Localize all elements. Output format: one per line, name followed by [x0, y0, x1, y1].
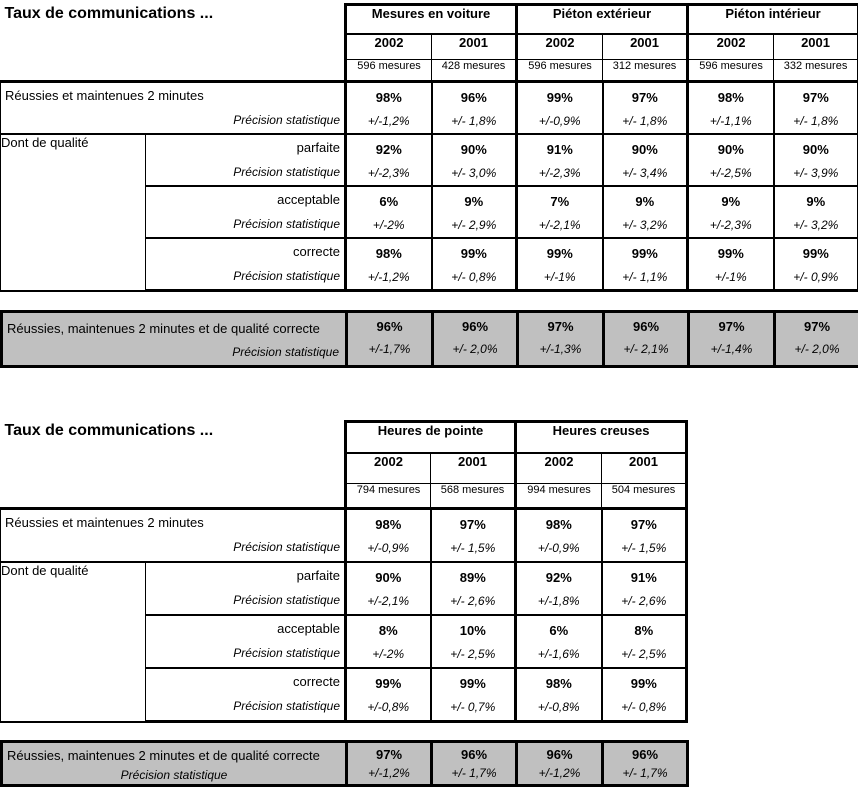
- precision-value: +/- 3,0%: [451, 166, 497, 180]
- precision-value: +/- 2,0%: [794, 342, 840, 356]
- value-cell: [346, 134, 432, 186]
- percent-value: 96%: [460, 90, 487, 105]
- precision-value: +/-0,9%: [538, 114, 581, 128]
- value-cell: [346, 82, 432, 135]
- percent-value: 91%: [630, 570, 657, 585]
- precision-value: +/-2,3%: [709, 218, 752, 232]
- precision-value: +/- 2,0%: [452, 342, 498, 356]
- percent-value: 9%: [721, 194, 741, 209]
- percent-value: 96%: [546, 747, 573, 762]
- precision-value: +/- 2,9%: [451, 218, 497, 232]
- year-header: 2002: [517, 34, 603, 60]
- group-header-row: [1, 5, 858, 35]
- value-cell: [516, 668, 602, 722]
- value-cell: [603, 742, 688, 786]
- percent-value: 98%: [545, 517, 572, 532]
- row-label-cell: [1, 509, 346, 563]
- value-cell: [346, 509, 431, 563]
- precision-value: +/-1,2%: [367, 270, 410, 284]
- precision-value: +/- 0,9%: [793, 270, 839, 284]
- summary-row: [2, 742, 688, 786]
- precision-value: +/-1%: [714, 270, 747, 284]
- value-cell: [688, 82, 774, 135]
- value-cell: [516, 509, 602, 563]
- percent-value: 99%: [631, 246, 658, 261]
- summary-label-cell: [2, 742, 347, 786]
- measure-count: 596 mesures: [346, 60, 432, 82]
- quality-sublabel-cell: [146, 186, 346, 238]
- table-row-reussies: [1, 82, 858, 135]
- measure-count: 596 mesures: [688, 60, 774, 82]
- group-header-voiture: Mesures en voiture: [346, 5, 517, 35]
- precision-value: +/-1,7%: [368, 342, 411, 356]
- quality-sublabel: correcte: [293, 244, 341, 259]
- precision-value: +/-1,2%: [538, 766, 581, 780]
- value-cell: [603, 134, 688, 186]
- precision-value: +/-1,3%: [539, 342, 582, 356]
- value-cell: [602, 509, 687, 563]
- percent-value: 97%: [631, 90, 658, 105]
- measure-count: 504 mesures: [602, 484, 687, 509]
- precision-value: +/- 2,5%: [621, 647, 667, 661]
- percent-value: 6%: [549, 623, 569, 638]
- value-cell: [346, 615, 431, 668]
- percent-value: 98%: [375, 517, 402, 532]
- table-title-cell: [1, 422, 346, 509]
- value-cell: [431, 668, 516, 722]
- percent-value: 99%: [375, 676, 402, 691]
- value-cell: [517, 134, 603, 186]
- percent-value: 91%: [546, 142, 573, 157]
- precision-value: +/-0,9%: [367, 541, 410, 555]
- percent-value: 99%: [546, 90, 573, 105]
- percent-value: 9%: [635, 194, 655, 209]
- precision-label: Précision statistique: [232, 345, 340, 359]
- table-row-parfaite: [1, 562, 687, 615]
- summary-label: Réussies, maintenues 2 minutes et de qualité correcte: [7, 748, 320, 763]
- quality-sublabel: correcte: [293, 674, 341, 689]
- year-header: 2002: [346, 453, 431, 484]
- measure-count: 994 mesures: [516, 484, 602, 509]
- precision-value: +/-2%: [372, 218, 405, 232]
- row-label-cell: [1, 82, 346, 135]
- precision-label: Précision statistique: [233, 699, 341, 713]
- percent-value: 97%: [802, 90, 829, 105]
- percent-value: 8%: [378, 623, 398, 638]
- precision-label: Précision statistique: [233, 113, 341, 127]
- precision-value: +/- 0,7%: [450, 700, 496, 714]
- year-header: 2001: [431, 453, 516, 484]
- value-cell: [774, 82, 858, 135]
- value-cell: [602, 562, 687, 615]
- summary-label: Réussies, maintenues 2 minutes et de qualité correcte: [7, 321, 320, 336]
- value-cell: [603, 186, 688, 238]
- quality-sublabel-cell: [146, 134, 346, 186]
- precision-value: +/-1,8%: [537, 594, 580, 608]
- quality-sublabel: parfaite: [296, 140, 341, 155]
- percent-value: 9%: [464, 194, 484, 209]
- precision-label: Précision statistique: [233, 269, 341, 283]
- measures-table-bottom: [0, 420, 688, 723]
- precision-value: +/-2,3%: [538, 166, 581, 180]
- value-cell: [432, 742, 517, 786]
- percent-value: 96%: [633, 319, 660, 334]
- percent-value: 97%: [630, 517, 657, 532]
- quality-sublabel-cell: [146, 615, 346, 668]
- quality-sublabel: acceptable: [277, 621, 341, 636]
- precision-value: +/- 3,4%: [622, 166, 668, 180]
- group-header-heures-pointe: Heures de pointe: [346, 422, 516, 454]
- percent-value: 99%: [546, 246, 573, 261]
- precision-value: +/- 1,5%: [621, 541, 667, 555]
- precision-value: +/- 3,2%: [622, 218, 668, 232]
- value-cell: [775, 312, 858, 367]
- precision-value: +/-2,1%: [367, 594, 410, 608]
- quality-sublabel-cell: [146, 668, 346, 722]
- precision-label: Précision statistique: [233, 217, 341, 231]
- precision-value: +/- 2,5%: [450, 647, 496, 661]
- value-cell: [517, 186, 603, 238]
- year-header: 2001: [602, 453, 687, 484]
- percent-value: 99%: [460, 246, 487, 261]
- quality-sublabel: parfaite: [296, 568, 341, 583]
- value-cell: [517, 238, 603, 291]
- summary-row-bottom: [0, 740, 689, 787]
- group-header-heures-creuses: Heures creuses: [516, 422, 687, 454]
- value-cell: [346, 238, 432, 291]
- year-header: 2002: [688, 34, 774, 60]
- quality-sublabel: acceptable: [277, 192, 341, 207]
- percent-value: 10%: [459, 623, 486, 638]
- value-cell: [346, 562, 431, 615]
- precision-value: +/-1,1%: [709, 114, 752, 128]
- percent-value: 90%: [375, 570, 402, 585]
- percent-value: 6%: [379, 194, 399, 209]
- precision-value: +/- 3,9%: [793, 166, 839, 180]
- precision-value: +/- 1,5%: [450, 541, 496, 555]
- precision-value: +/- 1,8%: [622, 114, 668, 128]
- measure-count: 596 mesures: [517, 60, 603, 82]
- percent-value: 97%: [718, 319, 745, 334]
- year-header: 2002: [516, 453, 602, 484]
- value-cell: [432, 134, 517, 186]
- precision-value: +/- 0,8%: [451, 270, 497, 284]
- percent-value: 97%: [376, 747, 403, 762]
- value-cell: [604, 312, 689, 367]
- measure-count: 332 mesures: [774, 60, 858, 82]
- percent-value: 99%: [717, 246, 744, 261]
- row-label: Réussies et maintenues 2 minutes: [5, 515, 204, 530]
- percent-value: 99%: [802, 246, 829, 261]
- precision-value: +/-1,2%: [367, 114, 410, 128]
- precision-value: +/- 2,1%: [623, 342, 669, 356]
- precision-value: +/-2,5%: [709, 166, 752, 180]
- precision-value: +/-0,8%: [537, 700, 580, 714]
- group-header-pieton-interieur: Piéton intérieur: [688, 5, 858, 35]
- precision-value: +/-1,2%: [368, 766, 410, 780]
- table-title: Taux de communications ...: [4, 421, 214, 439]
- value-cell: [602, 668, 687, 722]
- percent-value: 99%: [459, 676, 486, 691]
- value-cell: [688, 134, 774, 186]
- precision-label: Précision statistique: [233, 540, 341, 554]
- value-cell: [433, 312, 518, 367]
- value-cell: [431, 615, 516, 668]
- precision-label: Précision statistique: [233, 593, 341, 607]
- measures-table-top: [0, 3, 858, 292]
- percent-value: 97%: [804, 319, 831, 334]
- precision-value: +/-2,1%: [538, 218, 581, 232]
- year-header: 2001: [432, 34, 517, 60]
- percent-value: 90%: [460, 142, 487, 157]
- percent-value: 98%: [545, 676, 572, 691]
- table-title-cell: [1, 5, 346, 82]
- value-cell: [431, 509, 516, 563]
- value-cell: [516, 615, 602, 668]
- percent-value: 89%: [459, 570, 486, 585]
- percent-value: 96%: [462, 319, 489, 334]
- value-cell: [774, 238, 858, 291]
- value-cell: [432, 238, 517, 291]
- year-header: 2001: [603, 34, 688, 60]
- value-cell: [518, 312, 604, 367]
- percent-value: 97%: [459, 517, 486, 532]
- precision-label: Précision statistique: [120, 768, 228, 782]
- group-header-pieton-exterieur: Piéton extérieur: [517, 5, 688, 35]
- group-header-row: [1, 422, 687, 454]
- year-header: 2001: [774, 34, 858, 60]
- value-cell: [346, 186, 432, 238]
- precision-value: +/- 3,2%: [793, 218, 839, 232]
- row-label: Réussies et maintenues 2 minutes: [5, 88, 204, 103]
- percent-value: 90%: [717, 142, 744, 157]
- precision-value: +/-1%: [543, 270, 576, 284]
- percent-value: 98%: [375, 246, 402, 261]
- precision-value: +/-0,9%: [537, 541, 580, 555]
- precision-value: +/-2%: [372, 647, 405, 661]
- quality-label: Dont de qualité: [1, 562, 146, 722]
- precision-value: +/- 1,8%: [451, 114, 497, 128]
- value-cell: [603, 82, 688, 135]
- percent-value: 9%: [806, 194, 826, 209]
- year-header: 2002: [346, 34, 432, 60]
- value-cell: [688, 186, 774, 238]
- quality-label: Dont de qualité: [1, 134, 146, 291]
- measure-count: 428 mesures: [432, 60, 517, 82]
- quality-sublabel-cell: [146, 238, 346, 291]
- summary-row-top: [0, 310, 858, 368]
- summary-row: [2, 312, 858, 367]
- table-row-reussies: [1, 509, 687, 563]
- value-cell: [516, 562, 602, 615]
- percent-value: 92%: [545, 570, 572, 585]
- percent-value: 97%: [547, 319, 574, 334]
- percent-value: 98%: [717, 90, 744, 105]
- value-cell: [603, 238, 688, 291]
- value-cell: [774, 134, 858, 186]
- percent-value: 96%: [376, 319, 403, 334]
- precision-value: +/- 0,8%: [621, 700, 667, 714]
- precision-value: +/- 2,6%: [621, 594, 667, 608]
- precision-value: +/- 1,7%: [622, 766, 668, 780]
- table-row-parfaite: [1, 134, 858, 186]
- percent-value: 99%: [630, 676, 657, 691]
- measure-count: 794 mesures: [346, 484, 431, 509]
- value-cell: [431, 562, 516, 615]
- precision-value: +/- 1,8%: [793, 114, 839, 128]
- value-cell: [774, 186, 858, 238]
- percent-value: 7%: [550, 194, 570, 209]
- value-cell: [432, 186, 517, 238]
- value-cell: [347, 742, 432, 786]
- value-cell: [689, 312, 775, 367]
- percent-value: 96%: [632, 747, 659, 762]
- precision-value: +/-1,4%: [710, 342, 753, 356]
- percent-value: 92%: [375, 142, 402, 157]
- measure-count: 568 mesures: [431, 484, 516, 509]
- precision-value: +/- 1,1%: [622, 270, 668, 284]
- value-cell: [346, 668, 431, 722]
- precision-value: +/-0,8%: [367, 700, 410, 714]
- table-title: Taux de communications ...: [4, 4, 214, 22]
- value-cell: [347, 312, 433, 367]
- value-cell: [602, 615, 687, 668]
- percent-value: 98%: [375, 90, 402, 105]
- precision-value: +/-2,3%: [367, 166, 410, 180]
- percent-value: 96%: [461, 747, 488, 762]
- precision-value: +/- 2,6%: [450, 594, 496, 608]
- precision-label: Précision statistique: [233, 165, 341, 179]
- percent-value: 90%: [802, 142, 829, 157]
- percent-value: 8%: [634, 623, 654, 638]
- percent-value: 90%: [631, 142, 658, 157]
- value-cell: [688, 238, 774, 291]
- summary-label-cell: [2, 312, 347, 367]
- precision-value: +/- 1,7%: [451, 766, 497, 780]
- precision-value: +/-1,6%: [537, 647, 580, 661]
- precision-label: Précision statistique: [233, 646, 341, 660]
- value-cell: [517, 742, 603, 786]
- measure-count: 312 mesures: [603, 60, 688, 82]
- value-cell: [432, 82, 517, 135]
- value-cell: [517, 82, 603, 135]
- quality-sublabel-cell: [146, 562, 346, 615]
